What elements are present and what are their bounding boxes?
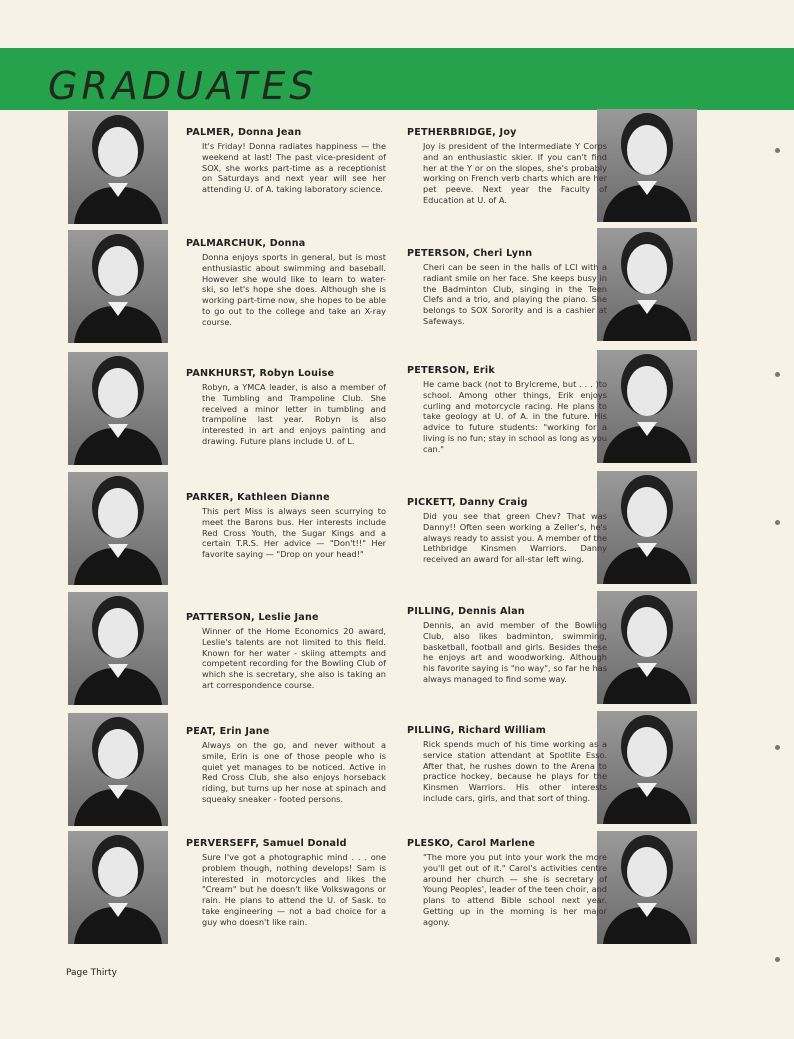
- graduate-photo: [68, 230, 168, 343]
- page-title: GRADUATES: [48, 64, 318, 108]
- page-number: Page Thirty: [66, 968, 117, 978]
- graduate-photo: [597, 350, 697, 463]
- graduate-entry: [407, 127, 607, 206]
- graduate-photo: [597, 109, 697, 222]
- graduate-description: Winner of the Home Economics 20 award, Leslie's talents are not limited to this field. Known for her water - skiing attempts and competent recording for the Bowling Club of which she is secretary, she also is taking an art correspondence course.: [202, 626, 386, 690]
- punch-hole: [775, 957, 780, 962]
- graduate-entry: [186, 612, 386, 691]
- graduate-photo: [597, 711, 697, 824]
- graduate-photo: [597, 591, 697, 704]
- graduate-description: This pert Miss is always seen scurrying to meet the Barons bus. Her interests include Red Cross Youth, the Sugar Kings and a certain T.R.S. Her advice — "Don't!!" Her favorite saying — "Drop on your head!": [202, 506, 386, 560]
- graduate-name: PICKETT, Danny Craig: [407, 497, 528, 508]
- graduate-name: PLESKO, Carol Marlene: [407, 838, 536, 849]
- graduate-name: PERVERSEFF, Samuel Donald: [186, 838, 347, 849]
- graduate-photo: [597, 228, 697, 341]
- graduate-description: Donna enjoys sports in general, but is most enthusiastic about swimming and baseball. However she would like to learn to water-ski, so let's hope she does. Although she is working part-time now, she hopes to be able to go out to the college and take an X-ray course.: [202, 252, 386, 327]
- graduate-entry: [407, 606, 607, 685]
- graduate-name: PEAT, Erin Jane: [186, 726, 270, 737]
- graduate-photo: [68, 713, 168, 826]
- graduate-description: Robyn, a YMCA leader, is also a member of the Tumbling and Trampoline Club. She received a minor letter in tumbling and trampoline last year. Robyn is also interested in art and enjoys painting and drawing. Future plans include U. of L.: [202, 382, 386, 446]
- graduate-entry: [407, 725, 607, 804]
- punch-hole: [775, 148, 780, 153]
- graduate-description: He came back (not to Brylcreme, but . . . )to school. Among other things, Erik enjoys curling and motorcycle racing. He plans to take geology at U. of A. in the future. His advice to future students: "working for a living is no fun; stay in school as long as you can.": [423, 379, 607, 454]
- graduate-entry: [407, 248, 607, 327]
- graduate-description: Did you see that green Chev? That was Danny!! Often seen working a Zeller's, he's always ready to assist you. A member of the Lethbridge Kinsmen Warriors. Danny received an award for all-star left wing.: [423, 511, 607, 565]
- graduate-photo: [68, 592, 168, 705]
- graduate-name: PILLING, Richard William: [407, 725, 546, 736]
- graduate-photo: [597, 831, 697, 944]
- graduate-name: PETERSON, Cheri Lynn: [407, 248, 533, 259]
- graduate-entry: [407, 365, 607, 455]
- graduate-entry: [407, 497, 607, 565]
- graduate-entry: [186, 838, 386, 928]
- graduate-description: It's Friday! Donna radiates happiness — the weekend at last! The past vice-president of SOX, she works part-time as a receptionist on Saturdays and next year will see her attending U. of A. taking laboratory science.: [202, 141, 386, 195]
- graduate-description: Always on the go, and never without a smile, Erin is one of those people who is quiet yet manages to be noticed. Active in Red Cross Club, she also enjoys horseback riding, but turns up her nose at spinach and squeaky sneaker - footed persons.: [202, 740, 386, 804]
- graduate-photo: [597, 471, 697, 584]
- graduate-entry: [186, 368, 386, 447]
- graduate-name: PETHERBRIDGE, Joy: [407, 127, 517, 138]
- graduate-description: Dennis, an avid member of the Bowling Club, also likes badminton, swimming, basketball, football and girls. Besides these he enjoys art and woodworking. Although his favorite saying is "no way", so far he has always managed to find some way.: [423, 620, 607, 684]
- graduate-description: Cheri can be seen in the halls of LCI with a radiant smile on her face. She keeps busy in the Badminton Club, singing in the Teen Clefs and a trio, and playing the piano. She belongs to SOX Sorority and is a cashier at Safeways.: [423, 262, 607, 326]
- graduate-photo: [68, 831, 168, 944]
- punch-hole: [775, 372, 780, 377]
- punch-hole: [775, 745, 780, 750]
- graduate-description: Rick spends much of his time working as a service station attendant at Spotlite Esso. After that, he rushes down to the Arena to practice hockey, because he plays for the Kinsmen Warriors. His other interests include cars, girls, and that sort of thing.: [423, 739, 607, 803]
- graduate-name: PALMARCHUK, Donna: [186, 238, 306, 249]
- punch-hole: [775, 520, 780, 525]
- graduate-description: Sure I've got a photographic mind . . . one problem though, nothing develops! Sam is interested in motorcycles and likes the "Cream" but he doesn't like Volkswagons or rain. He plans to attend the U. of Sask. to take engineering — not a bad choice for a guy who doesn't like rain.: [202, 852, 386, 927]
- graduate-name: PATTERSON, Leslie Jane: [186, 612, 319, 623]
- graduate-entry: [186, 726, 386, 805]
- graduate-entry: [186, 127, 386, 195]
- graduate-description: "The more you put into your work the more you'll get out of it." Carol's activities centre around her church — she is secretary of Young Peoples', leader of the teen choir, and plans to attend Bible school next year. Getting up in the morning is her major agony.: [423, 852, 607, 927]
- graduate-entry: [186, 238, 386, 328]
- graduate-name: PILLING, Dennis Alan: [407, 606, 525, 617]
- graduate-name: PETERSON, Erik: [407, 365, 495, 376]
- graduate-description: Joy is president of the Intermediate Y Corps and an enthusiastic skier. If you can't find her at the Y or on the slopes, she's probably working on French verb charts which are her pet peeve. Next year the Faculty of Education at U. of A.: [423, 141, 607, 205]
- graduate-photo: [68, 472, 168, 585]
- graduate-entry: [186, 492, 386, 560]
- graduate-name: PARKER, Kathleen Dianne: [186, 492, 330, 503]
- graduate-entry: [407, 838, 607, 928]
- graduate-name: PALMER, Donna Jean: [186, 127, 302, 138]
- graduate-name: PANKHURST, Robyn Louise: [186, 368, 335, 379]
- graduate-photo: [68, 352, 168, 465]
- graduate-photo: [68, 111, 168, 224]
